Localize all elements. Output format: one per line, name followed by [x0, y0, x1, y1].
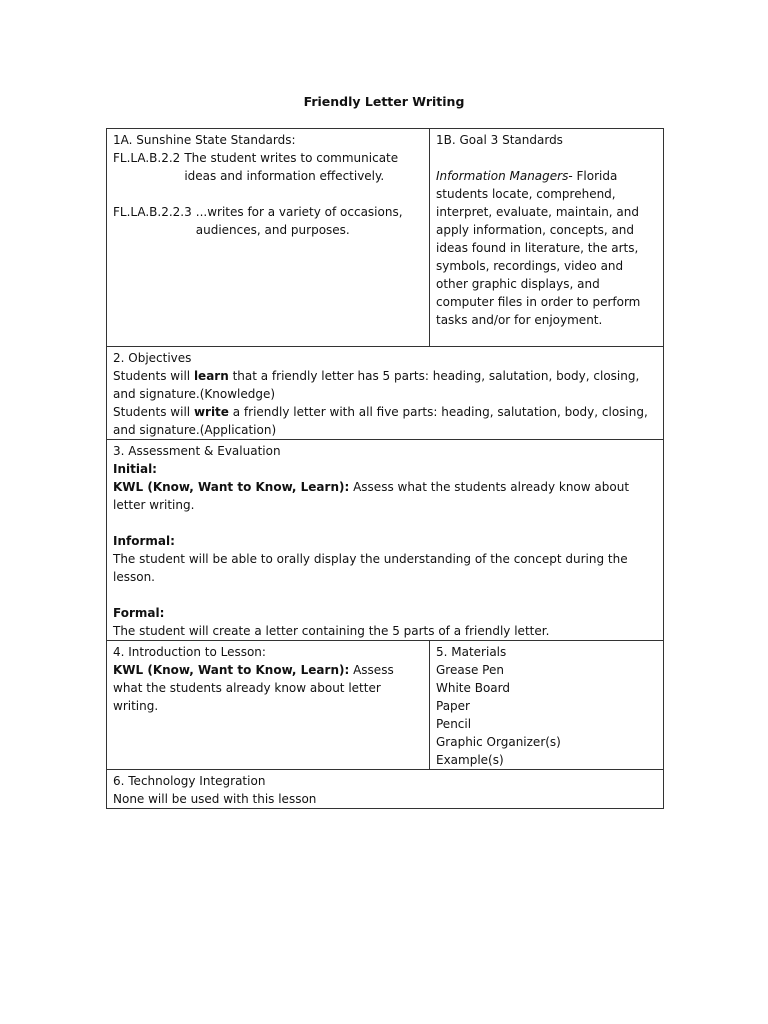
- intro-materials-row: [107, 641, 664, 770]
- technology-heading: 6. Technology Integration: [113, 774, 266, 788]
- assessment-cell: [107, 440, 664, 641]
- informal-label: Informal:: [113, 534, 175, 548]
- objectives-heading: 2. Objectives: [113, 351, 192, 365]
- assessment-row: [107, 440, 664, 641]
- material-item: White Board: [436, 681, 510, 695]
- sunshine-standards-cell: [107, 129, 430, 347]
- goal3-standards-cell: [430, 129, 664, 347]
- kwl-assessment: [113, 478, 657, 514]
- objectives-row: [107, 347, 664, 440]
- materials-heading: 5. Materials: [436, 645, 507, 659]
- initial-label: Initial:: [113, 462, 157, 476]
- objective-text: Students will: [113, 405, 194, 419]
- introduction-heading: 4. Introduction to Lesson:: [113, 645, 266, 659]
- goal3-description: - Florida students locate, comprehend, interpret, evaluate, maintain, and apply information, concepts, and ideas found in literature, the arts, symbols, recordings, video and other graphic displays, and computer files in order to perform tasks and/or for enjoyment.: [436, 169, 641, 327]
- goal3-heading: 1B. Goal 3 Standards: [436, 133, 563, 147]
- standard-item: [113, 149, 423, 185]
- standards-row: [107, 129, 664, 347]
- formal-text: The student will create a letter containing the 5 parts of a friendly letter.: [113, 624, 550, 638]
- objective-text: a friendly letter with all five parts: heading, salutation, body, closing, and signature.(Application): [113, 405, 648, 437]
- objectives-cell: [107, 347, 664, 440]
- sunshine-standards-heading: 1A. Sunshine State Standards:: [113, 133, 296, 147]
- technology-cell: [107, 770, 664, 809]
- assessment-heading: 3. Assessment & Evaluation: [113, 444, 281, 458]
- standard-code: FL.LA.B.2.2.3: [113, 205, 192, 219]
- introduction-cell: [107, 641, 430, 770]
- material-item: Pencil: [436, 717, 472, 731]
- material-item: Graphic Organizer(s): [436, 735, 561, 749]
- technology-text: None will be used with this lesson: [113, 792, 317, 806]
- material-item: Grease Pen: [436, 663, 504, 677]
- objective-text: Students will: [113, 369, 194, 383]
- goal3-term: Information Managers: [436, 169, 569, 183]
- introduction-text: [113, 661, 423, 715]
- document-title: Friendly Letter Writing: [303, 94, 465, 109]
- formal-label: Formal:: [113, 606, 165, 620]
- standard-text: The student writes to communicate ideas and information effectively.: [184, 151, 399, 183]
- objective-item: [113, 403, 657, 439]
- kwl-label: KWL (Know, Want to Know, Learn):: [113, 480, 350, 494]
- kwl-text: Assess what the students already know about letter writing.: [113, 480, 630, 512]
- lesson-plan-table: [106, 128, 664, 809]
- standard-code: FL.LA.B.2.2: [113, 151, 181, 165]
- objective-keyword: learn: [193, 369, 229, 383]
- goal3-text: [436, 167, 657, 329]
- objective-text: that a friendly letter has 5 parts: heading, salutation, body, closing, and signature.(Knowledge): [113, 369, 640, 401]
- technology-row: [107, 770, 664, 809]
- objective-keyword: write: [193, 405, 229, 419]
- kwl-label: KWL (Know, Want to Know, Learn):: [113, 663, 350, 677]
- material-item: Example(s): [436, 753, 504, 767]
- standard-item: [113, 203, 423, 239]
- kwl-text: Assess what the students already know about letter writing.: [113, 663, 394, 713]
- informal-text: The student will be able to orally display the understanding of the concept during the lesson.: [113, 552, 628, 584]
- materials-cell: [430, 641, 664, 770]
- material-item: Paper: [436, 699, 470, 713]
- standard-text: ...writes for a variety of occasions, audiences, and purposes.: [195, 205, 403, 237]
- objective-item: [113, 367, 657, 403]
